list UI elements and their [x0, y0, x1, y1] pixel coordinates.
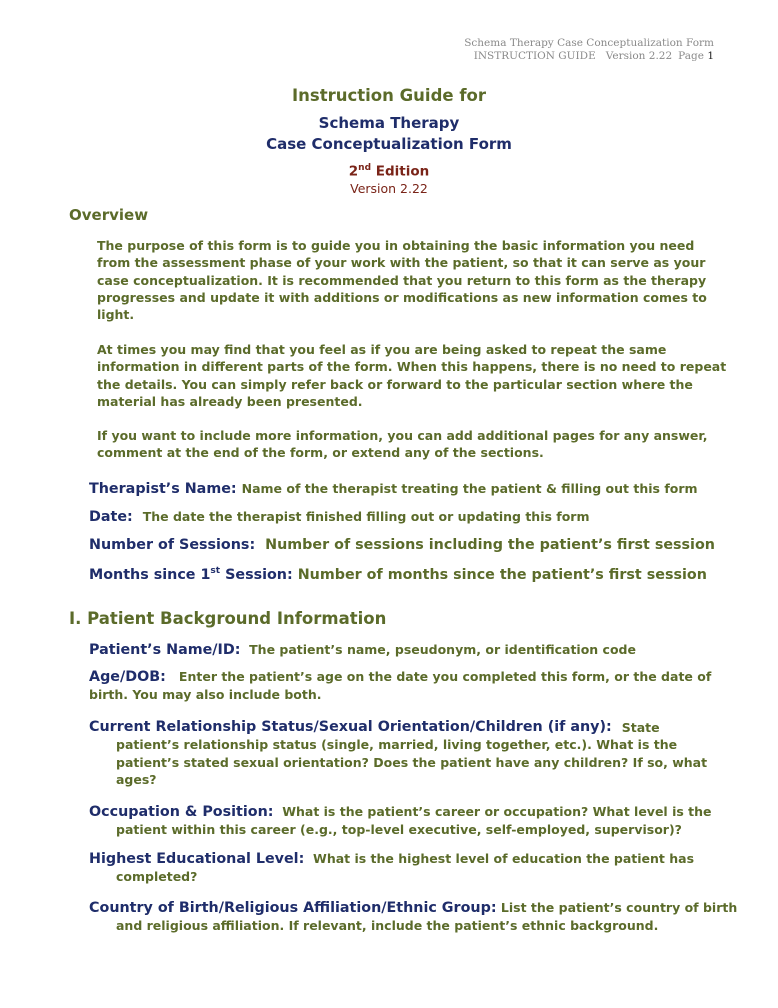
header-guide: INSTRUCTION GUIDE: [473, 50, 596, 62]
relationship-label: Current Relationship Status/Sexual Orientation/Children (if any):: [89, 719, 612, 735]
date-field: [89, 509, 590, 525]
title-line2: Schema Therapy: [318, 114, 460, 132]
title-line1: Instruction Guide for: [292, 86, 486, 105]
occupation-desc: What is the patient’s career or occupation? What level is the patient within this career (e.g., top-level executive, self-employed, supervisor)?: [116, 804, 712, 838]
occupation-item: [89, 803, 746, 839]
months-label-text: Months since 1: [89, 566, 211, 583]
age-desc: Enter the patient’s age on the date you completed this form, or the date of birth. You may also include both.: [89, 669, 712, 703]
header-page-number: 1: [707, 50, 714, 62]
patient-name-desc: The patient’s name, pseudonym, or identification code: [249, 642, 636, 657]
age-label: Age/DOB:: [89, 669, 166, 685]
therapist-name-field: [89, 481, 698, 497]
months-field: [89, 566, 707, 583]
country-item: [89, 899, 746, 935]
patient-name-item: [89, 641, 719, 659]
sessions-label: Number of Sessions:: [89, 537, 256, 553]
occupation-label: Occupation & Position:: [89, 804, 274, 820]
header-guide-line: [464, 50, 714, 63]
section-1-heading: I. Patient Background Information: [69, 609, 387, 628]
edition-suffix: nd: [358, 163, 372, 173]
education-item: [89, 850, 746, 886]
edition-line: [0, 163, 778, 180]
header-form-title: Schema Therapy Case Conceptualization Form: [464, 37, 714, 49]
overview-paragraph-2: At times you may find that you feel as if you are being asked to repeat the same information in different parts of the form. When this happens, there is no need to repeat the details. You can simply refer back or forward to the particular section where the material has already been presented.: [97, 342, 727, 409]
header-page-label: Page: [678, 50, 704, 62]
country-label: Country of Birth/Religious Affiliation/Ethnic Group:: [89, 900, 497, 916]
overview-heading: Overview: [69, 206, 149, 224]
header-version: Version 2.22: [605, 50, 673, 62]
edition-word: Edition: [375, 163, 430, 180]
months-label: [89, 567, 293, 583]
relationship-desc: State patient’s relationship status (single, married, living together, etc.). What is the patient’s stated sexual orientation? Does the patient have any children? If so, what ages?: [116, 720, 708, 787]
months-label-text-end: Session:: [220, 566, 293, 583]
months-desc: Number of months since the patient’s first session: [297, 566, 707, 583]
title-version: Version 2.22: [350, 181, 428, 196]
date-label: Date:: [89, 509, 133, 525]
education-desc: What is the highest level of education the patient has completed?: [116, 851, 695, 885]
relationship-item: [89, 718, 719, 788]
age-item: [89, 668, 719, 704]
running-header: [464, 37, 714, 63]
overview-paragraph-1: The purpose of this form is to guide you in obtaining the basic information you need from the assessment phase of your work with the patient, so that it can serve as your case conceptualization. It is recommended that you return to this form as the therapy progresses and update it with additions or modifications as new information comes to light.: [97, 238, 707, 323]
date-desc: The date the therapist finished filling out or updating this form: [142, 509, 590, 524]
sessions-desc: Number of sessions including the patient’s first session: [265, 537, 715, 553]
therapist-name-label: Therapist’s Name:: [89, 481, 237, 497]
months-label-sup: st: [210, 566, 221, 576]
title-line3: Case Conceptualization Form: [266, 135, 512, 153]
education-label: Highest Educational Level:: [89, 851, 305, 867]
country-desc: List the patient’s country of birth and religious affiliation. If relevant, include the patient’s ethnic background.: [116, 900, 738, 934]
overview-paragraph-3: If you want to include more information, you can add additional pages for any answer, comment at the end of the form, or extend any of the sections.: [97, 428, 708, 461]
edition-number: 2: [348, 163, 359, 180]
therapist-name-desc: Name of the therapist treating the patient & filling out this form: [241, 481, 698, 496]
patient-name-label: Patient’s Name/ID:: [89, 642, 241, 658]
sessions-field: [89, 537, 715, 553]
